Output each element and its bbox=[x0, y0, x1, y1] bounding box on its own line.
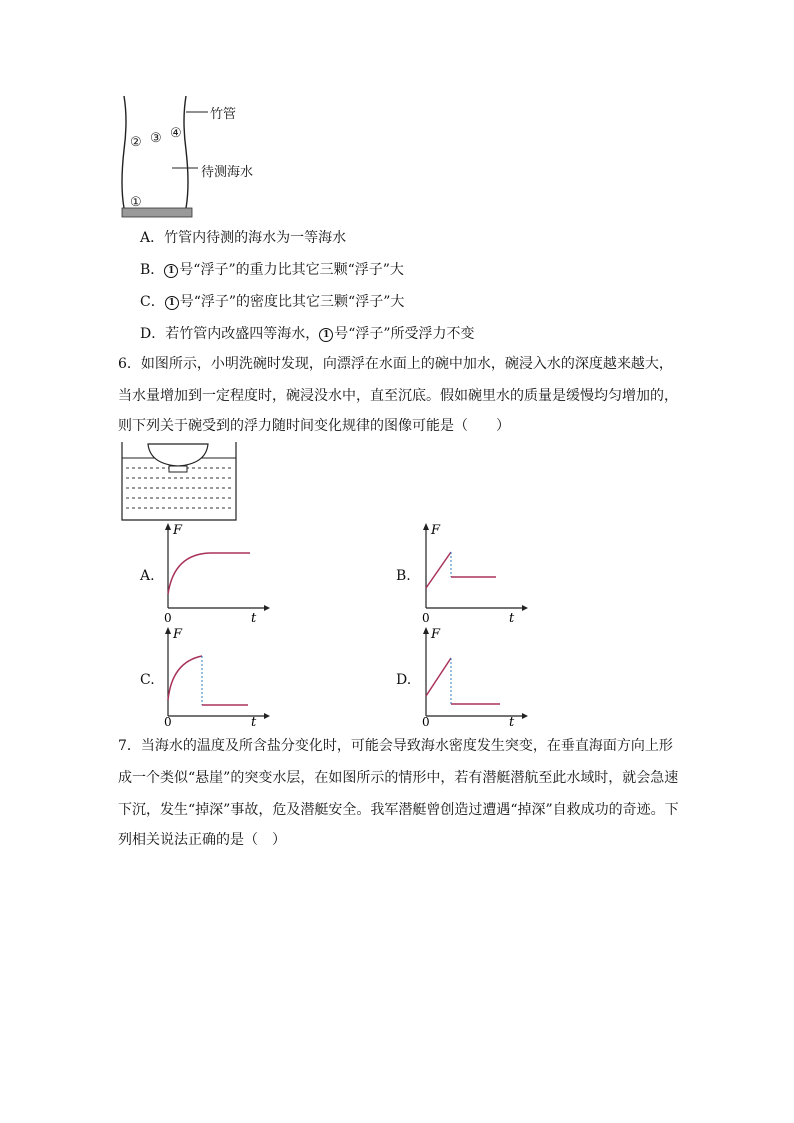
graph-b-curve bbox=[426, 552, 451, 588]
graph-a-x-label: t bbox=[251, 611, 257, 622]
graph-d-curve bbox=[426, 658, 451, 696]
graph-c-origin: 0 bbox=[164, 715, 172, 726]
graph-a-letter: A. bbox=[140, 568, 155, 584]
graph-d-x-label: t bbox=[509, 715, 515, 726]
option-prefix: 若竹管内改盛四等海水， bbox=[165, 326, 320, 342]
option-letter: B． bbox=[140, 262, 165, 278]
graph-b-letter: B. bbox=[396, 568, 411, 584]
q7-line-2: 成一个类似“悬崖”的突变水层，在如图所示的情形中，若有潜艇潜航至此水域时，就会急速 bbox=[118, 770, 679, 786]
graph-a-origin: 0 bbox=[164, 611, 172, 622]
graph-a-y-label: F bbox=[173, 523, 183, 538]
float-marker-3: ③ bbox=[150, 131, 162, 146]
graph-c bbox=[160, 624, 270, 726]
graph-b-y-label: F bbox=[431, 523, 441, 538]
graph-d-y-label: F bbox=[431, 627, 441, 642]
graph-d-origin: 0 bbox=[422, 715, 430, 726]
option-letter: A． bbox=[140, 230, 165, 246]
option-text: 号“浮子”的重力比其它三颗“浮子”大 bbox=[179, 262, 404, 278]
option-text: 号“浮子”所受浮力不变 bbox=[334, 326, 475, 342]
q6-line-3: 则下列关于碗受到的浮力随时间变化规律的图像可能是（ ） bbox=[118, 418, 510, 434]
q5-option-d bbox=[140, 324, 475, 344]
float-marker-4: ④ bbox=[170, 126, 182, 141]
q7-line-4: 列相关说法正确的是（ ） bbox=[118, 832, 286, 848]
option-letter: D． bbox=[140, 326, 166, 342]
option-text: 号“浮子”的密度比其它三颗“浮子”大 bbox=[179, 294, 405, 310]
q7-line-3: 下沉，发生“掉深”事故，危及潜艇安全。我军潜艇曾创造过遭遇“掉深”自救成功的奇迹。下 bbox=[118, 802, 679, 818]
graph-d-letter: D. bbox=[396, 672, 412, 688]
float-number-badge: 1 bbox=[319, 328, 333, 342]
bamboo-tube-figure bbox=[110, 90, 280, 220]
option-text: 竹管内待测的海水为一等海水 bbox=[164, 230, 347, 246]
graph-d bbox=[418, 624, 528, 726]
q5-option-b bbox=[140, 260, 404, 280]
q7-line-1: 7．当海水的温度及所含盐分变化时，可能会导致海水密度发生突变，在垂直海面方向上形 bbox=[118, 738, 673, 754]
tube-label: 竹管 bbox=[210, 107, 237, 122]
graph-b-x-label: t bbox=[509, 611, 515, 622]
bowl-tank-figure bbox=[120, 440, 240, 522]
q5-option-c bbox=[140, 292, 404, 312]
q6-line-2: 当水量增加到一定程度时，碗浸没水中，直至沉底。假如碗里水的质量是缓慢均匀增加的， bbox=[118, 388, 678, 404]
graph-c-y-label: F bbox=[173, 627, 183, 642]
graph-c-letter: C. bbox=[140, 672, 155, 688]
float-marker-2: ② bbox=[130, 135, 142, 150]
q5-option-a bbox=[140, 228, 346, 248]
float-number-badge: 1 bbox=[164, 264, 178, 278]
graph-b bbox=[418, 520, 528, 622]
graph-c-curve bbox=[168, 656, 202, 700]
option-letter: C． bbox=[140, 294, 165, 310]
float-marker-1: ① bbox=[130, 195, 142, 210]
q6-line-1: 6．如图所示，小明洗碗时发现，向漂浮在水面上的碗中加水，碗浸入水的深度越来越大， bbox=[118, 356, 673, 372]
graph-a-curve bbox=[168, 553, 250, 594]
float-number-badge: 1 bbox=[165, 296, 179, 310]
graph-c-x-label: t bbox=[251, 715, 257, 726]
graph-a bbox=[160, 520, 270, 622]
water-label: 待测海水 bbox=[201, 165, 254, 180]
graph-b-origin: 0 bbox=[422, 611, 430, 622]
